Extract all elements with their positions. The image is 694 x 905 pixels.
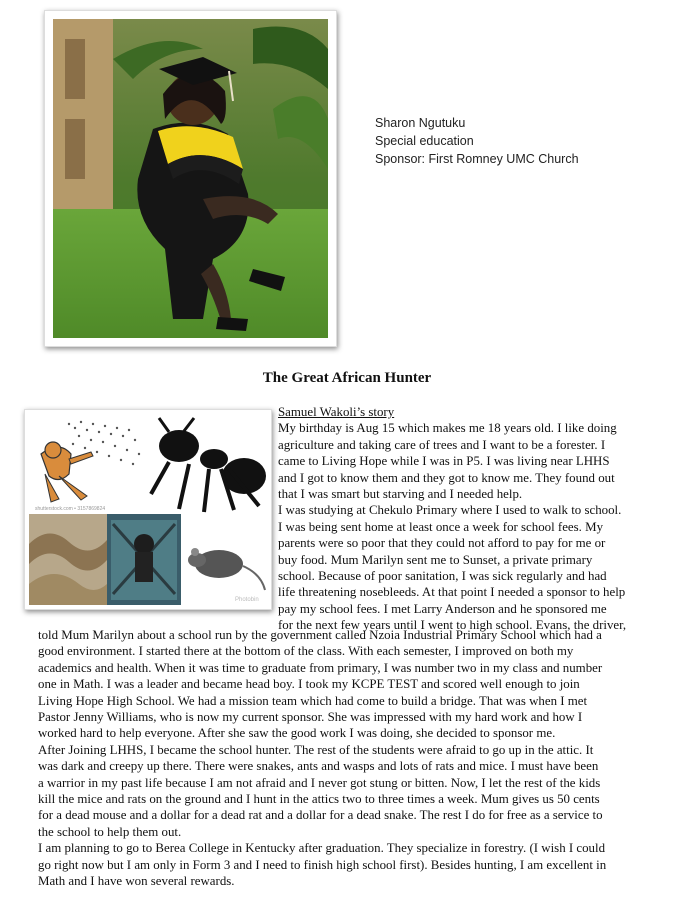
story-line: a warrior in my past life because I am not afraid and I never got stung or bitten. Now, I let the rest of the kids xyxy=(38,775,601,790)
hunter-collage-illustration xyxy=(29,414,267,605)
story-line: life threatening nosebleeds. At that point I needed a sponsor to help xyxy=(278,585,626,600)
story-line: for a dead mouse and a dollar for a dead rat and a dollar for a dead snake. The rest I do for free as a service to xyxy=(38,808,603,823)
story-column-right xyxy=(278,404,672,634)
profile-sponsor: Sponsor: First Romney UMC Church xyxy=(375,152,579,166)
hunter-collage xyxy=(29,414,267,605)
graduate-photo-illustration xyxy=(53,19,328,338)
story-line: I was studying at Chekulo Primary where I used to walk to school. xyxy=(278,503,622,518)
story-line: came to Living Hope while I was in P5. I was living near LHHS xyxy=(278,454,610,469)
story-line: and I got to know them and they got to know me. They found out xyxy=(278,470,615,485)
story-line: that I was smart but starving and I needed help. xyxy=(278,487,523,502)
story-title: The Great African Hunter xyxy=(262,370,432,386)
hunter-collage-frame xyxy=(24,409,272,610)
story-line: academics and health. When it was time to graduate from primary, I was number two in my class and number xyxy=(38,660,603,675)
story-line: Pastor Jenny Williams, who is now my current sponsor. She was impressed with my hard work and how I xyxy=(38,710,583,725)
story-line: school. Because of poor sanitation, I was sick regularly and had xyxy=(278,569,607,584)
story-line: for the next few years until I went to high school. Evans, the driver, xyxy=(278,618,627,633)
story-line: buy food. Mum Marilyn sent me to Sunset, a private primary xyxy=(278,552,593,567)
story-line: go right now but I am only in Form 3 and I need to finish high school first). Besides hunting, I am excellent in xyxy=(38,857,607,872)
graduate-photo xyxy=(53,19,328,338)
story-line: I am planning to go to Berea College in Kentucky after graduation. They specialize in forestry. (I wish I could xyxy=(38,841,606,856)
story-column-full xyxy=(38,627,672,890)
profile-program: Special education xyxy=(375,134,474,148)
story-line: told Mum Marilyn about a school run by the government called Nzoia Industrial Primary School which had a xyxy=(38,628,602,642)
story-line: kill the mice and rats on the ground and I hunt in the attics two to three times a week. Mum gives us 50 cents xyxy=(38,792,600,807)
story-line: Math and I have won several rewards. xyxy=(38,874,235,889)
story-subtitle: Samuel Wakoli’s story xyxy=(278,405,395,419)
story-line: good environment. I started there at the bottom of the class. With each semester, I improved on both my xyxy=(38,644,574,659)
story-line: parents were so poor that they could not afford to pay for me or xyxy=(278,536,606,551)
story-line: worked hard to help everyone. After she saw the good work I was doing, she decided to sponsor me. xyxy=(38,726,556,741)
photobin-watermark: Photobin xyxy=(235,597,259,603)
shutterstock-watermark: shutterstock.com • 3157869824 xyxy=(35,506,106,512)
story-line: the school to help them out. xyxy=(38,824,182,839)
story-line: pay my school fees. I met Larry Anderson and he sponsored me xyxy=(278,601,607,616)
story-line: I was being sent home at least once a week for school fees. My xyxy=(278,519,604,534)
graduate-photo-frame xyxy=(44,10,337,347)
story-line: After Joining LHHS, I became the school hunter. The rest of the students were afraid to go up in the attic. It xyxy=(38,742,594,757)
story-line: agriculture and taking care of trees and I want to be a forester. I xyxy=(278,437,606,452)
story-line: Living Hope High School. We had a mission team which had come to build a bridge. That was when I met xyxy=(38,693,588,708)
profile-caption xyxy=(375,114,579,168)
profile-name: Sharon Ngutuku xyxy=(375,116,466,130)
story-line: one in Math. I was a leader and became head boy. I took my KCPE TEST and scored well enough to join xyxy=(38,677,580,692)
story-line: My birthday is Aug 15 which makes me 18 years old. I like doing xyxy=(278,421,617,436)
story-line: was dark and creepy up there. There were snakes, ants and wasps and lots of rats and mice. I must have been xyxy=(38,759,599,774)
